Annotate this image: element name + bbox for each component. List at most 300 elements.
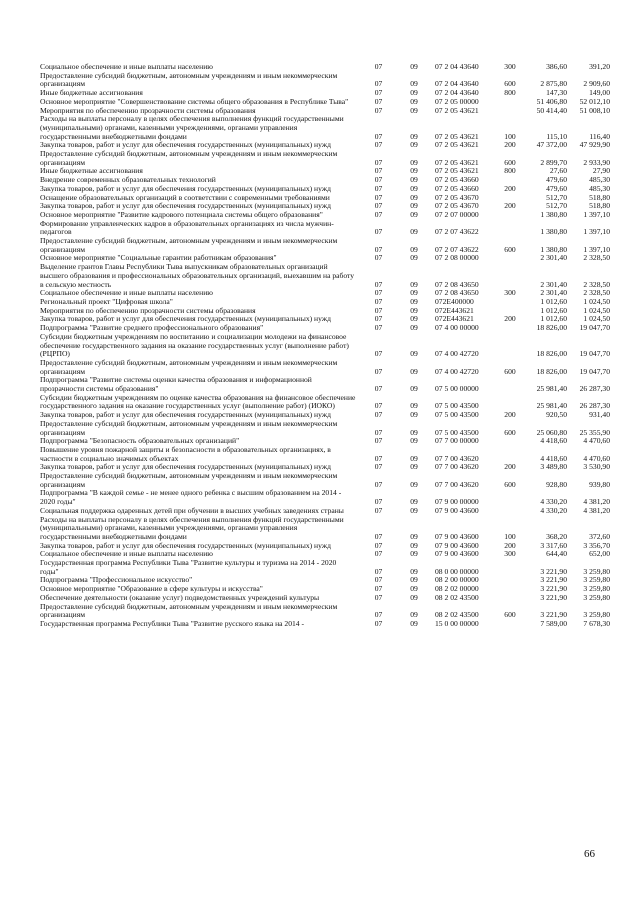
row-expense-type: 600 [504, 479, 516, 489]
row-value-year2: 1 397,10 [583, 227, 610, 237]
row-section: 07 [374, 575, 383, 585]
row-value-year1: 2 301,40 [540, 288, 567, 298]
row-target-article: 07 9 00 00000 [435, 497, 479, 507]
row-subsection: 09 [410, 584, 418, 594]
row-name: Государственная программа Республики Тыва "Развитие русского языка на 2014 - [40, 619, 305, 628]
row-section: 07 [374, 505, 383, 515]
row-section: 07 [374, 610, 383, 620]
row-value-year1: 51 406,80 [536, 96, 567, 106]
row-section: 07 [374, 314, 383, 324]
row-target-article: 08 2 00 00000 [435, 575, 479, 585]
row-target-article: 07 2 05 43660 [435, 183, 479, 193]
row-section: 07 [374, 619, 383, 628]
row-target-article: 07 5 00 43500 [435, 410, 479, 420]
row-name: Предоставление субсидий бюджетным, автономным учреждениям и иным некоммерческим организациям [40, 471, 338, 489]
row-value-year2: 19 047,70 [579, 366, 610, 376]
row-value-year1: 1 012,60 [540, 305, 567, 315]
row-expense-type: 800 [504, 88, 516, 98]
row-name: Социальное обеспечение и иные выплаты населению [40, 288, 213, 298]
row-name: Социальное обеспечение и иные выплаты населению [40, 62, 213, 71]
row-name: Социальное обеспечение и иные выплаты населению [40, 549, 213, 559]
row-subsection: 09 [410, 201, 418, 211]
row-value-year1: 2 301,40 [540, 279, 567, 289]
row-expense-type: 600 [504, 244, 516, 254]
row-section: 07 [374, 349, 383, 359]
row-target-article: 07 9 00 43600 [435, 540, 479, 550]
row-value-year1: 920,50 [546, 410, 567, 420]
row-section: 07 [374, 436, 383, 446]
row-value-year2: 19 047,70 [579, 349, 610, 359]
row-value-year1: 2 875,80 [540, 79, 567, 89]
row-expense-type: 100 [504, 131, 516, 141]
row-subsection: 09 [410, 610, 418, 620]
page-number: 66 [584, 848, 595, 860]
row-section: 07 [374, 462, 383, 472]
row-value-year2: 518,80 [589, 201, 610, 211]
row-name: Региональный проект "Цифровая школа" [40, 296, 173, 306]
row-subsection: 09 [410, 384, 418, 394]
row-subsection: 09 [410, 183, 418, 193]
row-section: 07 [374, 288, 383, 298]
row-section: 07 [374, 244, 383, 254]
row-value-year1: 25 981,40 [536, 401, 567, 411]
row-subsection: 09 [410, 279, 418, 289]
row-value-year2: 27,90 [592, 166, 610, 176]
table-row [40, 559, 610, 576]
row-name: Подпрограмма "Профессиональное искусство" [40, 575, 193, 585]
row-value-year1: 18 826,00 [536, 366, 567, 376]
row-section: 07 [374, 366, 383, 376]
row-value-year2: 3 530,90 [583, 462, 610, 472]
row-value-year2: 485,30 [589, 175, 610, 185]
row-subsection: 09 [410, 166, 418, 176]
row-value-year2: 518,80 [589, 192, 610, 202]
row-target-article: 07 5 00 43500 [435, 427, 479, 437]
row-value-year2: 931,40 [589, 410, 610, 420]
row-value-year1: 2 301,40 [540, 253, 567, 263]
row-name: Предоставление субсидий бюджетным, автономным учреждениям и иным некоммерческим организациям [40, 418, 338, 437]
row-value-year2: 52 012,10 [579, 96, 610, 106]
row-target-article: 07 2 05 43621 [435, 131, 479, 141]
row-subsection: 09 [410, 619, 418, 628]
row-value-year1: 47 372,00 [536, 140, 567, 150]
row-target-article: 07 2 08 43650 [435, 279, 479, 289]
table-row [40, 263, 610, 289]
row-expense-type: 600 [504, 427, 516, 437]
row-value-year2: 2 328,50 [583, 279, 610, 289]
row-value-year2: 1 397,10 [583, 209, 610, 219]
row-subsection: 09 [410, 209, 418, 219]
row-name: Основное мероприятие "Развитие кадрового потенциала системы общего образования" [40, 209, 323, 219]
row-value-year2: 7 678,30 [583, 619, 610, 628]
row-name: Основное мероприятие "Социальные гарантии работникам образования" [40, 253, 277, 263]
row-name: Подпрограмма "Развитие системы оценки качества образования и информационной прозрачности системы образования" [40, 375, 312, 394]
row-subsection: 09 [410, 96, 418, 106]
row-value-year2: 26 287,30 [579, 401, 610, 411]
row-value-year1: 1 380,80 [540, 209, 567, 219]
row-expense-type: 300 [504, 288, 516, 298]
row-value-year1: 3 221,90 [540, 584, 567, 594]
row-name: Повышение уровня пожарной защиты и безопасности в образовательных организациях, в частности в социально значимых объектах [40, 444, 331, 463]
row-expense-type: 300 [504, 549, 516, 559]
row-subsection: 09 [410, 497, 418, 507]
row-section: 07 [374, 427, 383, 437]
row-section: 07 [374, 497, 383, 507]
row-value-year1: 147,30 [546, 88, 567, 98]
row-subsection: 09 [410, 505, 418, 515]
row-value-year1: 18 826,00 [536, 349, 567, 359]
table-row [40, 115, 610, 141]
row-target-article: 07 2 07 43622 [435, 244, 479, 254]
row-expense-type: 200 [504, 540, 516, 550]
row-value-year1: 115,10 [546, 131, 567, 141]
row-subsection: 09 [410, 192, 418, 202]
row-name: Субсидии бюджетным учреждениям по оценке качества образования на финансовое обеспечение государственного задания на оказание государственных услуг (выполнение работ) (ИОКО) [40, 392, 356, 411]
row-subsection: 09 [410, 314, 418, 324]
row-value-year1: 3 221,90 [540, 566, 567, 576]
row-section: 07 [374, 410, 383, 420]
row-value-year2: 3 259,80 [583, 610, 610, 620]
row-subsection: 09 [410, 436, 418, 446]
row-section: 07 [374, 209, 383, 219]
row-expense-type: 600 [504, 610, 516, 620]
row-target-article: 072E443621 [435, 314, 474, 324]
row-value-year1: 2 899,70 [540, 157, 567, 167]
row-value-year1: 386,60 [546, 62, 567, 71]
row-name: Предоставление субсидий бюджетным, автономным учреждениям и иным некоммерческим организациям [40, 70, 338, 89]
row-value-year2: 1 024,50 [583, 305, 610, 315]
table-row [40, 489, 610, 506]
row-expense-type: 600 [504, 157, 516, 167]
row-value-year1: 25 981,40 [536, 384, 567, 394]
table-row [40, 446, 610, 463]
row-value-year2: 4 381,20 [583, 505, 610, 515]
row-subsection: 09 [410, 453, 418, 463]
row-value-year2: 391,20 [589, 62, 610, 71]
row-target-article: 07 2 08 43650 [435, 288, 479, 298]
row-name: Мероприятия по обеспечению прозрачности системы образования [40, 305, 256, 315]
row-value-year2: 939,80 [589, 479, 610, 489]
row-target-article: 07 7 00 00000 [435, 436, 479, 446]
row-subsection: 09 [410, 479, 418, 489]
row-name: Подпрограмма "В каждой семье - не менее одного ребенка с высшим образованием на 2014 - 2020 годы" [40, 488, 342, 507]
row-value-year1: 928,80 [546, 479, 567, 489]
row-target-article: 07 2 04 43640 [435, 88, 479, 98]
row-section: 07 [374, 79, 383, 89]
row-name: Закупка товаров, работ и услуг для обеспечения государственных (муниципальных) нужд [40, 462, 331, 472]
row-value-year1: 644,40 [546, 549, 567, 559]
row-name: Иные бюджетные ассигнования [40, 88, 143, 98]
row-section: 07 [374, 96, 383, 106]
row-target-article: 07 2 05 43660 [435, 175, 479, 185]
row-target-article: 08 2 02 43500 [435, 592, 479, 602]
row-section: 07 [374, 305, 383, 315]
row-value-year1: 25 060,80 [536, 427, 567, 437]
row-value-year2: 2 328,50 [583, 288, 610, 298]
table-row [40, 420, 610, 437]
row-section: 07 [374, 549, 383, 559]
row-value-year1: 3 489,80 [540, 462, 567, 472]
table-row [40, 359, 610, 376]
row-subsection: 09 [410, 540, 418, 550]
row-expense-type: 200 [504, 140, 516, 150]
row-value-year2: 51 008,10 [579, 105, 610, 115]
row-name: Оснащение образовательных организаций в соответствии с современными требованиями [40, 192, 330, 202]
row-value-year1: 4 418,60 [540, 453, 567, 463]
row-name: Социальная поддержка одаренных детей при обучении в высших учебных заведениях страны [40, 505, 344, 515]
row-name: Закупка товаров, работ и услуг для обеспечения государственных (муниципальных) нужд [40, 201, 331, 211]
row-value-year1: 512,70 [546, 201, 567, 211]
row-name: Формирование управленческих кадров в образовательных организациях из числа мужчин-педагогов [40, 218, 334, 237]
row-expense-type: 200 [504, 201, 516, 211]
row-section: 07 [374, 105, 383, 115]
row-subsection: 09 [410, 288, 418, 298]
row-value-year1: 50 414,40 [536, 105, 567, 115]
row-subsection: 09 [410, 62, 418, 71]
row-section: 07 [374, 401, 383, 411]
row-subsection: 09 [410, 227, 418, 237]
row-target-article: 07 9 00 43600 [435, 505, 479, 515]
row-target-article: 15 0 00 00000 [435, 619, 479, 628]
row-section: 07 [374, 296, 383, 306]
row-section: 07 [374, 62, 383, 71]
row-name: Основное мероприятие "Образование в сфере культуры и искусства" [40, 584, 263, 594]
row-name: Государственная программа Республики Тыва "Развитие культуры и туризма на 2014 - 2020 годы" [40, 558, 337, 576]
row-subsection: 09 [410, 157, 418, 167]
row-expense-type: 200 [504, 314, 516, 324]
row-target-article: 07 7 00 43620 [435, 462, 479, 472]
row-subsection: 09 [410, 140, 418, 150]
row-section: 07 [374, 566, 383, 576]
row-value-year2: 4 470,60 [583, 453, 610, 463]
row-value-year2: 372,60 [589, 531, 610, 541]
row-value-year1: 479,60 [546, 183, 567, 193]
row-value-year1: 4 418,60 [540, 436, 567, 446]
row-expense-type: 300 [504, 62, 516, 71]
row-name: Иные бюджетные ассигнования [40, 166, 143, 176]
row-target-article: 07 2 05 43670 [435, 201, 479, 211]
row-value-year2: 3 259,80 [583, 592, 610, 602]
row-subsection: 09 [410, 305, 418, 315]
row-section: 07 [374, 183, 383, 193]
row-value-year1: 1 012,60 [540, 296, 567, 306]
row-name: Расходы на выплаты персоналу в целях обеспечения выполнения функций государственными (муниципальными) органами, казенными учреждениями, органами управления государственными внебюджетными фондами [40, 114, 344, 141]
row-subsection: 09 [410, 366, 418, 376]
row-subsection: 09 [410, 244, 418, 254]
row-value-year2: 4 470,60 [583, 436, 610, 446]
row-value-year1: 4 330,20 [540, 505, 567, 515]
row-target-article: 07 2 05 00000 [435, 96, 479, 106]
row-target-article: 08 2 02 43500 [435, 610, 479, 620]
row-value-year2: 116,40 [589, 131, 610, 141]
table-row [40, 237, 610, 254]
row-value-year1: 18 826,00 [536, 323, 567, 333]
table-row [40, 472, 610, 489]
row-expense-type: 200 [504, 183, 516, 193]
row-name: Внедрение современных образовательных технологий [40, 175, 216, 185]
row-subsection: 09 [410, 253, 418, 263]
row-section: 07 [374, 227, 383, 237]
budget-table [40, 63, 610, 629]
row-subsection: 09 [410, 531, 418, 541]
row-subsection: 09 [410, 462, 418, 472]
row-subsection: 09 [410, 175, 418, 185]
row-target-article: 07 2 05 43670 [435, 192, 479, 202]
row-section: 07 [374, 157, 383, 167]
table-row [40, 72, 610, 89]
row-section: 07 [374, 323, 383, 333]
row-value-year1: 3 317,60 [540, 540, 567, 550]
row-target-article: 07 2 07 00000 [435, 209, 479, 219]
row-subsection: 09 [410, 131, 418, 141]
row-expense-type: 800 [504, 166, 516, 176]
row-subsection: 09 [410, 566, 418, 576]
row-subsection: 09 [410, 410, 418, 420]
row-name: Предоставление субсидий бюджетным, автономным учреждениям и иным некоммерческим организациям [40, 236, 338, 254]
row-value-year2: 1 024,50 [583, 296, 610, 306]
table-row [40, 376, 610, 393]
row-subsection: 09 [410, 88, 418, 98]
row-subsection: 09 [410, 401, 418, 411]
row-value-year1: 3 221,90 [540, 610, 567, 620]
row-value-year2: 2 328,50 [583, 253, 610, 263]
row-name: Подпрограмма "Развитие среднего профессионального образования" [40, 323, 264, 333]
row-target-article: 07 9 00 43600 [435, 549, 479, 559]
row-name: Закупка товаров, работ и услуг для обеспечения государственных (муниципальных) нужд [40, 540, 331, 550]
row-value-year2: 26 287,30 [579, 384, 610, 394]
row-subsection: 09 [410, 323, 418, 333]
row-value-year2: 1 024,50 [583, 314, 610, 324]
row-target-article: 08 0 00 00000 [435, 566, 479, 576]
row-value-year2: 47 929,90 [579, 140, 610, 150]
row-target-article: 07 5 00 43500 [435, 401, 479, 411]
row-section: 07 [374, 384, 383, 394]
row-value-year1: 7 589,00 [540, 619, 567, 628]
row-section: 07 [374, 453, 383, 463]
row-value-year2: 4 381,20 [583, 497, 610, 507]
row-section: 07 [374, 584, 383, 594]
row-target-article: 07 2 05 43621 [435, 105, 479, 115]
row-expense-type: 200 [504, 410, 516, 420]
row-name: Предоставление субсидий бюджетным, автономным учреждениям и иным некоммерческим организациям [40, 357, 338, 376]
row-name: Подпрограмма "Безопасность образовательных организаций" [40, 436, 240, 446]
row-value-year2: 3 259,80 [583, 566, 610, 576]
table-row [40, 150, 610, 167]
row-target-article: 07 2 05 43621 [435, 140, 479, 150]
row-name: Расходы на выплаты персоналу в целях обеспечения выполнения функций государственными (муниципальными) органами, казенными учреждениями, органами управления государственными внебюджетными фондами [40, 514, 344, 541]
row-target-article: 072E400000 [435, 296, 474, 306]
row-name: Закупка товаров, работ и услуг для обеспечения государственных (муниципальных) нужд [40, 314, 331, 324]
row-name: Закупка товаров, работ и услуг для обеспечения государственных (муниципальных) нужд [40, 140, 331, 150]
row-name: Основное мероприятие "Совершенствование системы общего образования в Республике Тыва" [40, 96, 349, 106]
row-value-year2: 2 909,60 [583, 79, 610, 89]
row-section: 07 [374, 140, 383, 150]
row-value-year2: 485,30 [589, 183, 610, 193]
row-expense-type: 600 [504, 366, 516, 376]
row-name: Субсидии бюджетным учреждениям по воспитанию и социализации молодежи на финансовое обеспечение государственного задания на оказание государственных услуг (выполнение работ) (РЦРПО) [40, 331, 349, 359]
table-row [40, 620, 610, 629]
row-value-year2: 19 047,70 [579, 323, 610, 333]
row-value-year1: 368,20 [546, 531, 567, 541]
row-subsection: 09 [410, 349, 418, 359]
row-target-article: 07 2 04 43640 [435, 62, 479, 71]
row-value-year1: 4 330,20 [540, 497, 567, 507]
row-section: 07 [374, 540, 383, 550]
row-target-article: 08 2 02 00000 [435, 584, 479, 594]
row-value-year1: 1 012,60 [540, 314, 567, 324]
row-name: Выделение грантов Главы Республики Тыва выпускникам образовательных организаций высшего образования и профессиональных образовательных организаций, выехавшим на работу в сельскую местность [40, 262, 355, 289]
row-target-article: 07 2 04 43640 [435, 79, 479, 89]
row-target-article: 07 4 00 00000 [435, 323, 479, 333]
row-target-article: 07 2 05 43621 [435, 166, 479, 176]
table-row [40, 220, 610, 237]
row-section: 07 [374, 253, 383, 263]
row-value-year2: 149,00 [589, 88, 610, 98]
row-section: 07 [374, 479, 383, 489]
row-name: Предоставление субсидий бюджетным, автономным учреждениям и иным некоммерческим организациям [40, 601, 338, 620]
row-target-article: 07 2 07 43622 [435, 227, 479, 237]
row-section: 07 [374, 192, 383, 202]
row-section: 07 [374, 201, 383, 211]
row-target-article: 07 4 00 42720 [435, 349, 479, 359]
row-value-year2: 3 356,70 [583, 540, 610, 550]
row-section: 07 [374, 175, 383, 185]
row-value-year1: 1 380,80 [540, 227, 567, 237]
row-value-year2: 652,00 [589, 549, 610, 559]
row-section: 07 [374, 279, 383, 289]
row-target-article: 07 5 00 00000 [435, 384, 479, 394]
row-section: 07 [374, 592, 383, 602]
row-name: Мероприятия по обеспечению прозрачности системы образования [40, 105, 256, 115]
row-value-year2: 2 933,90 [583, 157, 610, 167]
row-value-year2: 1 397,10 [583, 244, 610, 254]
row-value-year2: 3 259,80 [583, 584, 610, 594]
table-row [40, 394, 610, 411]
row-name: Обеспечение деятельности (оказание услуг) подведомственных учреждений культуры [40, 592, 320, 602]
row-subsection: 09 [410, 427, 418, 437]
row-target-article: 07 2 05 43621 [435, 157, 479, 167]
row-target-article: 072E443621 [435, 305, 474, 315]
row-subsection: 09 [410, 549, 418, 559]
row-target-article: 07 7 00 43620 [435, 453, 479, 463]
row-subsection: 09 [410, 575, 418, 585]
row-section: 07 [374, 166, 383, 176]
row-expense-type: 600 [504, 79, 516, 89]
row-subsection: 09 [410, 79, 418, 89]
row-target-article: 07 2 08 00000 [435, 253, 479, 263]
row-target-article: 07 7 00 43620 [435, 479, 479, 489]
row-target-article: 07 9 00 43600 [435, 531, 479, 541]
table-row [40, 603, 610, 620]
row-value-year1: 1 380,80 [540, 244, 567, 254]
row-name: Закупка товаров, работ и услуг для обеспечения государственных (муниципальных) нужд [40, 410, 331, 420]
row-value-year1: 3 221,90 [540, 575, 567, 585]
row-value-year1: 3 221,90 [540, 592, 567, 602]
row-value-year2: 25 355,90 [579, 427, 610, 437]
row-value-year1: 512,70 [546, 192, 567, 202]
row-subsection: 09 [410, 105, 418, 115]
row-name: Предоставление субсидий бюджетным, автономным учреждениям и иным некоммерческим организациям [40, 149, 338, 167]
row-target-article: 07 4 00 42720 [435, 366, 479, 376]
row-expense-type: 200 [504, 462, 516, 472]
row-value-year1: 27,60 [549, 166, 567, 176]
table-row [40, 333, 610, 359]
row-expense-type: 100 [504, 531, 516, 541]
row-value-year2: 3 259,80 [583, 575, 610, 585]
row-name: Закупка товаров, работ и услуг для обеспечения государственных (муниципальных) нужд [40, 183, 331, 193]
row-subsection: 09 [410, 296, 418, 306]
row-section: 07 [374, 88, 383, 98]
